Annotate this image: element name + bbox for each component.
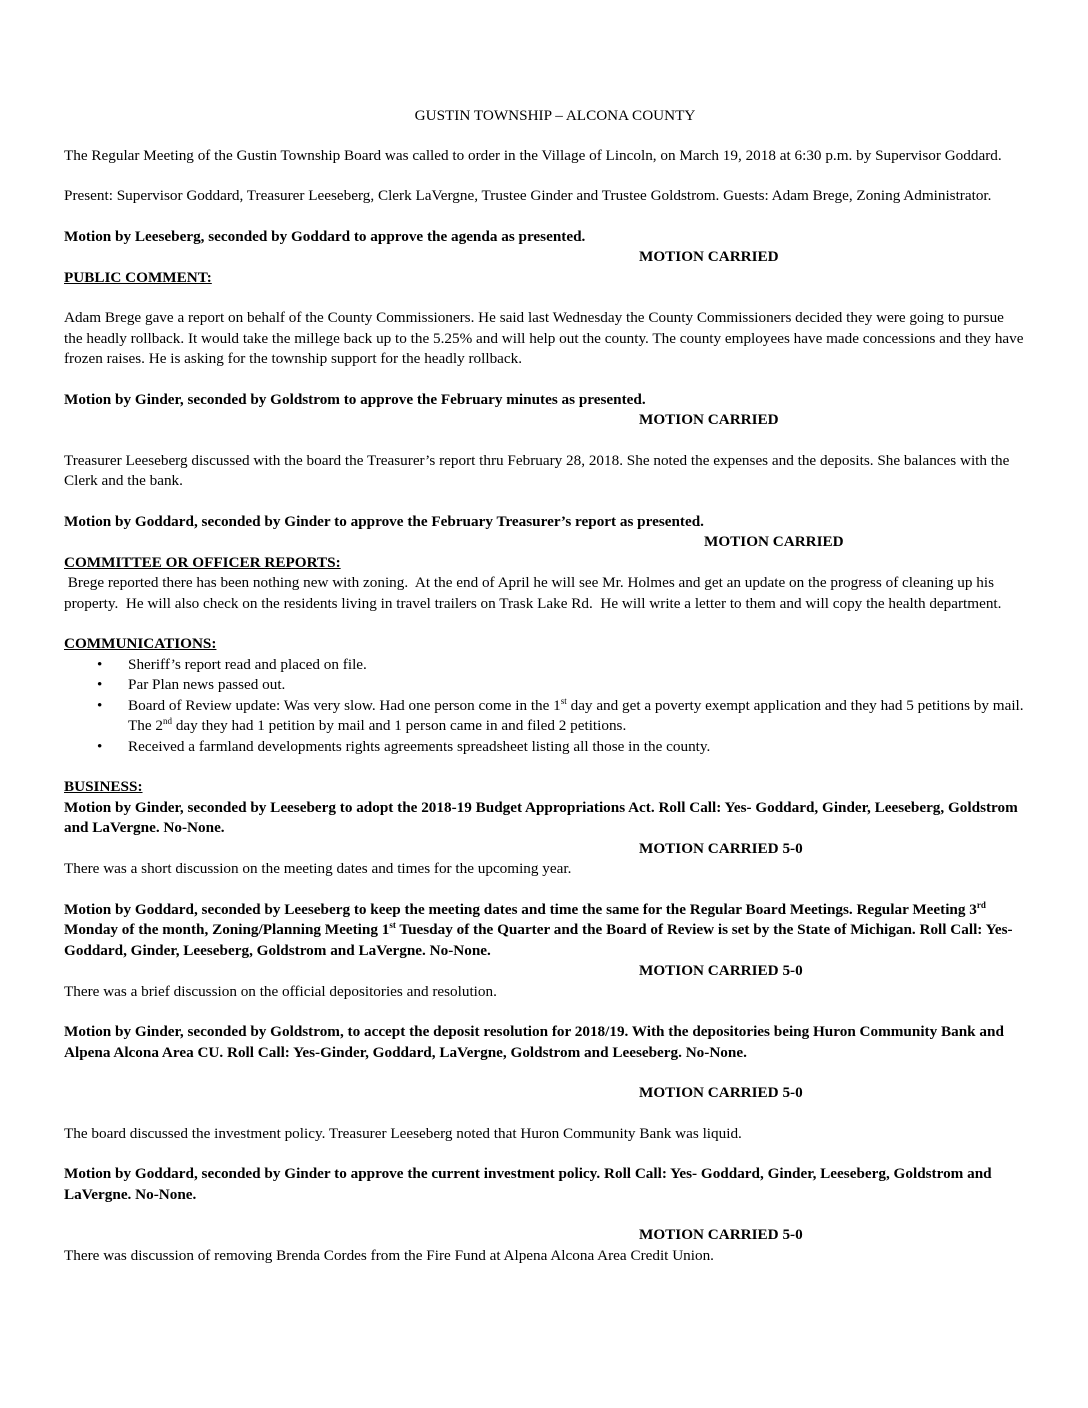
list-item bbox=[64, 737, 1026, 758]
review-ordinal-2: nd bbox=[163, 715, 173, 726]
farmland-item: Received a farmland developments rights agreements spreadsheet listing all those in the county. bbox=[128, 737, 711, 755]
treasurer-report-text: Treasurer Leeseberg discussed with the board the Treasurer’s report thru February 28, 2018. She noted the expenses and the deposits. She balances with the Clerk and the bank. bbox=[64, 451, 1010, 489]
motion-investment-policy: Motion by Goddard, seconded by Ginder to approve the current investment policy. Roll Call: Yes- Goddard, Ginder, Leeseberg, Goldstrom and LaVergne. No-None. bbox=[64, 1165, 992, 1203]
motion-carried-treasurer: MOTION CARRIED bbox=[704, 533, 844, 550]
present-paragraph: Present: Supervisor Goddard, Treasurer Leeseberg, Clerk LaVergne, Trustee Ginder and Trustee Goldstrom. Guests: Adam Brege, Zoning Administrator. bbox=[64, 187, 992, 204]
motion-carried-investment: MOTION CARRIED 5-0 bbox=[639, 1226, 803, 1243]
meeting-dates-discussion: There was a short discussion on the meeting dates and times for the upcoming year. bbox=[64, 860, 572, 877]
review-text-1: Board of Review update: Was very slow. Had one person come in the 1 bbox=[128, 696, 561, 714]
motion-treasurer-report: Motion by Goddard, seconded by Ginder to approve the February Treasurer’s report as presented. bbox=[64, 512, 704, 530]
review-text-2: day and get a poverty exempt application and they had 5 petitions by mail. The 2 bbox=[128, 696, 1024, 734]
motion-meeting-dates bbox=[64, 900, 1026, 962]
business-heading: BUSINESS: bbox=[64, 778, 143, 795]
par-plan-item: Par Plan news passed out. bbox=[128, 676, 286, 693]
list-item bbox=[64, 655, 1026, 676]
public-comment-text: Adam Brege gave a report on behalf of the County Commissioners. He said last Wednesday the County Commissioners decided they were going to pursue the headly rollback. It would take the millege back up to the 5.25% and will help out the county. The county employees have made concessions and they have frozen raises. He is asking for the township support for the headly rollback. bbox=[64, 309, 1024, 367]
motion-carried-deposit: MOTION CARRIED 5-0 bbox=[639, 1084, 803, 1101]
motion-dates-text-3: Tuesday of the Quarter and the Board of Review is set by the State of Michigan. Roll Call: Yes-Goddard, Ginder, Leeseberg, Goldstrom and LaVergne. No-None. bbox=[64, 921, 1013, 959]
review-text-3: day they had 1 petition by mail and 1 person came in and filed 2 petitions. bbox=[172, 717, 627, 734]
committee-reports-heading: COMMITTEE OR OFFICER REPORTS: bbox=[64, 553, 341, 571]
motion-carried-dates: MOTION CARRIED 5-0 bbox=[639, 962, 803, 979]
intro-paragraph: The Regular Meeting of the Gustin Township Board was called to order in the Village of Lincoln, on March 19, 2018 at 6:30 p.m. by Supervisor Goddard. bbox=[64, 146, 1002, 164]
sheriff-report-item: Sheriff’s report read and placed on file. bbox=[128, 655, 367, 673]
fire-fund-discussion: There was discussion of removing Brenda Cordes from the Fire Fund at Alpena Alcona Area Credit Union. bbox=[64, 1246, 714, 1264]
motion-dates-ordinal-1: rd bbox=[976, 899, 986, 910]
motion-carried-agenda: MOTION CARRIED bbox=[639, 248, 779, 265]
list-item bbox=[64, 696, 1026, 737]
public-comment-heading: PUBLIC COMMENT: bbox=[64, 268, 212, 286]
motion-dates-ordinal-2: st bbox=[389, 919, 396, 930]
motion-carried-budget: MOTION CARRIED 5-0 bbox=[639, 839, 803, 857]
list-item bbox=[64, 675, 1026, 696]
depositories-discussion: There was a brief discussion on the official depositories and resolution. bbox=[64, 982, 497, 1000]
board-of-review-item bbox=[128, 697, 1024, 735]
motion-dates-text-2: Monday of the month, Zoning/Planning Meeting 1 bbox=[64, 921, 390, 938]
motion-carried-minutes: MOTION CARRIED bbox=[639, 411, 779, 428]
communications-list bbox=[64, 655, 1026, 758]
motion-dates-text-1: Motion by Goddard, seconded by Leeseberg to keep the meeting dates and time the same for the Regular Board Meetings. Regular Meeting 3 bbox=[64, 900, 977, 918]
motion-budget: Motion by Ginder, seconded by Leeseberg to adopt the 2018-19 Budget Appropriations Act. Roll Call: Yes- Goddard, Ginder, Leeseberg, Goldstrom and LaVergne. No-None. bbox=[64, 798, 1018, 836]
review-ordinal-1: st bbox=[560, 695, 567, 706]
committee-reports-text: Brege reported there has been nothing new with zoning. At the end of April he will see Mr. Holmes and get an update on the progress of cleaning up his property. He will also check on the residents living in travel trailers on Trask Lake Rd. He will write a letter to them and will copy the health department. bbox=[64, 574, 1002, 612]
investment-discussion: The board discussed the investment policy. Treasurer Leeseberg noted that Huron Community Bank was liquid. bbox=[64, 1124, 742, 1142]
motion-minutes: Motion by Ginder, seconded by Goldstrom to approve the February minutes as presented. bbox=[64, 390, 646, 408]
motion-deposit-resolution: Motion by Ginder, seconded by Goldstrom, to accept the deposit resolution for 2018/19. With the depositories being Huron Community Bank and Alpena Alcona Area CU. Roll Call: Yes-Ginder, Goddard, LaVergne, Goldstrom and Leeseberg. No-None. bbox=[64, 1023, 1004, 1061]
motion-agenda: Motion by Leeseberg, seconded by Goddard to approve the agenda as presented. bbox=[64, 227, 586, 245]
document-title: GUSTIN TOWNSHIP – ALCONA COUNTY bbox=[414, 107, 696, 124]
meeting-minutes-page bbox=[64, 106, 1026, 1266]
communications-heading: COMMUNICATIONS: bbox=[64, 635, 217, 652]
